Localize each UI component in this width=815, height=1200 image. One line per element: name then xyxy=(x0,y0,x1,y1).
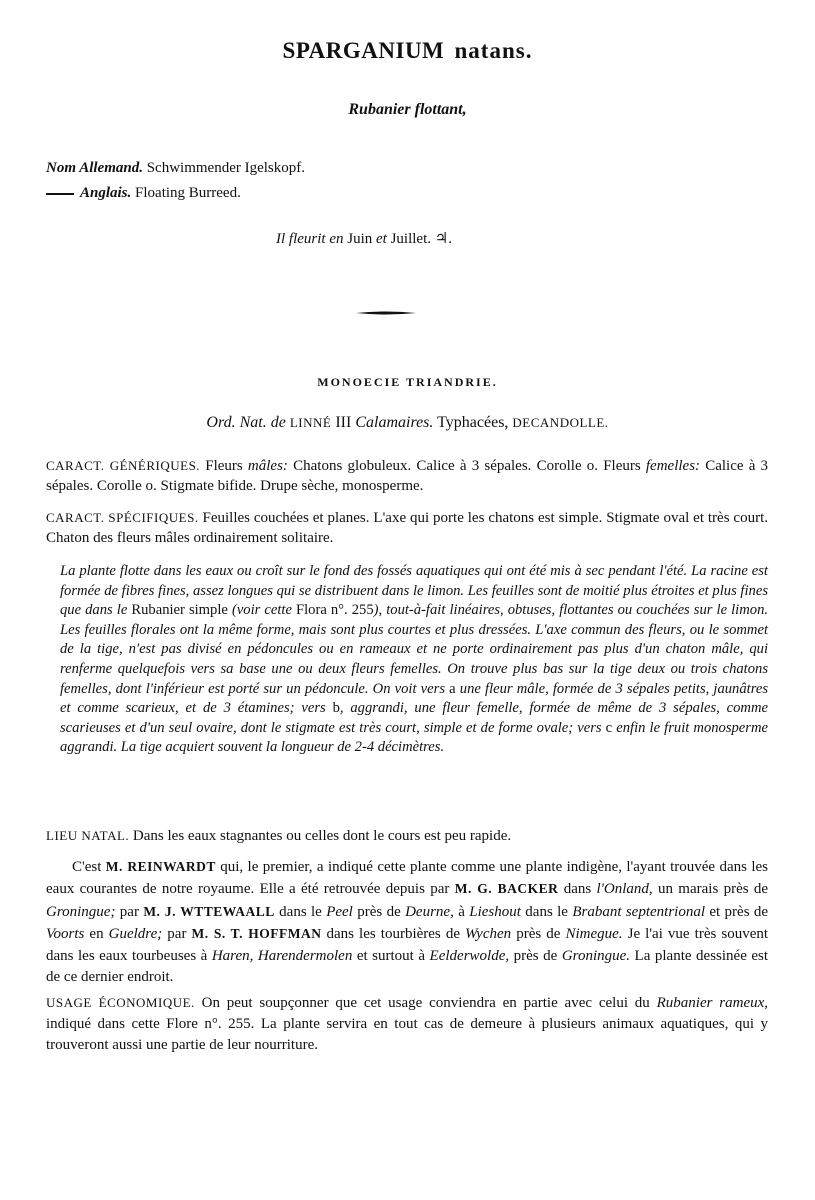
place-groningue-2: Groningue. xyxy=(561,947,631,964)
order-number: III xyxy=(335,414,352,431)
habitat-text-18: La plante dessinée est de ce dernier endroit. xyxy=(46,947,769,986)
habitat-text-16: et surtout à xyxy=(356,947,426,964)
habitat-text-13: dans les tourbières de xyxy=(326,926,460,943)
place-onland: l'Onland, xyxy=(596,881,653,898)
description-text-2: (voir cette xyxy=(231,602,292,619)
place-wychen: Wychen xyxy=(465,926,512,943)
german-value: Schwimmender Igelskopf. xyxy=(146,160,306,176)
generic-femelles: femelles: xyxy=(645,458,701,474)
place-harendermolen: Harendermolen xyxy=(257,947,353,964)
specific-characters-text: Feuilles couchées et planes. L'axe qui porte les chatons est simple. Stigmate oval et très court. Chaton des fleurs mâles ordinairement solitaire. xyxy=(46,510,769,546)
habitat-text-6: dans le xyxy=(279,903,322,920)
place-brabant: Brabant septentrional xyxy=(572,903,706,920)
habitat-text-7: près de xyxy=(357,903,401,920)
place-haren: Haren, xyxy=(211,947,254,964)
usage-rubanier-rameux: Rubanier rameux, xyxy=(656,995,769,1011)
decandolle-name: DECANDOLLE. xyxy=(512,415,609,430)
place-deurne: Deurne, xyxy=(405,903,454,920)
person-reinwardt: M. REINWARDT xyxy=(105,859,216,874)
generic-characters-label: CARACT. GÉNÉRIQUES. xyxy=(46,458,201,473)
habitat-text-4: un marais près de xyxy=(657,881,769,898)
flowering-et: et xyxy=(376,231,387,247)
divider-rule-icon xyxy=(356,311,416,315)
place-lieshout: Lieshout xyxy=(469,903,521,920)
family-typhacees: Typhacées, xyxy=(437,414,509,431)
description-rubanier: Rubanier simple xyxy=(131,602,228,619)
habitat-text-8: à xyxy=(458,903,465,920)
place-groningue-1: Groningue; xyxy=(46,903,116,920)
habitat-text-9: dans le xyxy=(525,903,568,920)
habitat-text-17: près de xyxy=(513,947,558,964)
generic-text-1: Fleurs xyxy=(205,458,243,474)
page-title xyxy=(0,38,815,64)
species-name: natans. xyxy=(454,38,533,63)
habitat-text-11: en xyxy=(89,926,104,943)
english-label: Anglais. xyxy=(80,185,132,201)
person-hoffman: M. S. T. HOFFMAN xyxy=(191,926,322,942)
description-letter-a: a xyxy=(449,680,456,697)
ord-nat-de: de xyxy=(270,414,286,431)
usage-text-1: On peut soupçonner que cet usage conviendra en partie avec celui du xyxy=(201,995,650,1011)
ornamental-divider xyxy=(356,311,416,315)
flowering-en: en xyxy=(329,231,344,247)
linnaean-class: MONOECIE TRIANDRIE. xyxy=(317,375,498,389)
place-eelderwolde: Eelderwolde, xyxy=(429,947,510,964)
habitat-text-12: par xyxy=(167,926,187,943)
place-gueldre: Gueldre; xyxy=(108,926,163,943)
generic-text-2: Chatons globuleux. Calice à 3 sépales. Corolle o. Fleurs xyxy=(293,458,641,474)
english-value: Floating Burreed. xyxy=(135,185,241,201)
generic-males: mâles: xyxy=(247,458,288,474)
habitat-text-2: qui, le premier, a indiqué cette plante comme une plante indigène, l'ayant trouvée dans les eaux courantes de notre royaume. Elle a été retrouvée depuis par xyxy=(46,859,768,898)
description-text-3: ), tout-à-fait linéaires, obtuses, flottantes ou couchées sur le limon. Les feuilles florales ont la même forme, mais sont plus courtes et plus dressées. L'axe commun des fleurs, ou le sommet de la tige, n'est pas divisé en pédoncules ou en rameaux et ne porte ordinairement pas plus d'un chaton mâle, qui renferme quelquefois vers sa base une ou deux fleurs femelles. On trouve plus bas sur la tige deux ou trois chatons femelles, dont l'inférieur est porté sur un pédoncule. On voit vers xyxy=(60,602,769,697)
economic-usage xyxy=(46,992,768,1056)
habitat-localities xyxy=(46,856,768,988)
lieu-natal-text: Dans les eaux stagnantes ou celles dont le cours est peu rapide. xyxy=(132,828,512,844)
ord-nat-label: Ord. Nat. xyxy=(206,414,267,431)
generic-text-3: Calice à 3 sépales. Corolle o. Stigmate bifide. Drupe sèche, monosperme. xyxy=(46,458,769,494)
usage-label: USAGE ÉCONOMIQUE. xyxy=(46,995,195,1010)
description-text-5: , aggrandi, une fleur femelle, formée de même de 3 sépales, comme scarieuses et d'un seul ovaire, dont le stigmate est très court, simple et de forme ovale; vers xyxy=(60,700,768,736)
flowering-time xyxy=(276,229,452,248)
flowering-month-july: Juillet. xyxy=(390,231,432,247)
description-flora-ref: Flora n°. 255 xyxy=(296,602,374,619)
place-voorts: Voorts xyxy=(46,926,85,943)
genus-name: SPARGANIUM xyxy=(282,38,445,63)
description-letter-c: c xyxy=(605,719,613,736)
french-name: Rubanier flottant, xyxy=(348,101,467,118)
natural-order xyxy=(0,414,815,432)
place-peel: Peel xyxy=(326,903,353,920)
usage-text-2: indiqué dans cette Flore n°. 255. La plante servira en tout cas de demeure à plusieurs animaux aquatiques, qui y trouveront aussi une partie de leur nourriture. xyxy=(46,1016,768,1053)
common-names xyxy=(46,156,305,206)
habitat-text-5: par xyxy=(119,903,139,920)
flowering-month-june: Juin xyxy=(347,231,373,247)
description-text-4: une fleur mâle, formée de 3 sépales petits, jaunâtres et comme scarieux, et de 3 étamines; vers xyxy=(60,680,768,717)
description-text-6: enfin le fruit monosperme aggrandi. La tige acquiert souvent la longueur de 2-4 décimètres. xyxy=(60,719,768,756)
specific-characters xyxy=(46,508,768,548)
linne-name: LINNÉ xyxy=(289,415,332,430)
specific-characters-label: CARACT. SPÉCIFIQUES. xyxy=(46,510,199,525)
lieu-natal-label: LIEU NATAL. xyxy=(46,828,130,843)
habitat-text-3: dans xyxy=(563,881,592,898)
person-wttewaall: M. J. WTTEWAALL xyxy=(143,903,275,919)
german-name-row xyxy=(46,156,305,181)
ditto-dash xyxy=(46,193,74,195)
flowering-label: Il fleurit xyxy=(276,231,326,247)
german-label: Nom Allemand. xyxy=(46,160,143,176)
description-letter-b: b xyxy=(332,700,340,717)
place-nimegue: Nimegue. xyxy=(565,926,623,943)
generic-characters xyxy=(46,456,768,496)
habitat-text-14: près de xyxy=(516,926,561,943)
perennial-symbol-icon: ♃. xyxy=(434,231,452,247)
habitat-text-10: et près de xyxy=(709,903,769,920)
habitat-text-1: C'est xyxy=(72,859,102,875)
habitat-text-15: Je l'ai vue très souvent dans les eaux tourbeuses à xyxy=(46,926,769,964)
person-backer: M. G. BACKER xyxy=(454,881,559,897)
plant-description xyxy=(60,562,768,758)
description-text-1: La plante flotte dans les eaux ou croît sur le fond des fossés aquatiques qui ont été mis à sec pendant l'été. La racine est formée de fibres fines, assez longues qui se distribuent dans le limon. Les feuilles sont de moitié plus étroites et plus fines que dans le xyxy=(60,563,768,619)
order-calamaires: Calamaires. xyxy=(355,414,434,431)
native-habitat xyxy=(46,826,768,846)
english-name-row xyxy=(46,181,305,206)
